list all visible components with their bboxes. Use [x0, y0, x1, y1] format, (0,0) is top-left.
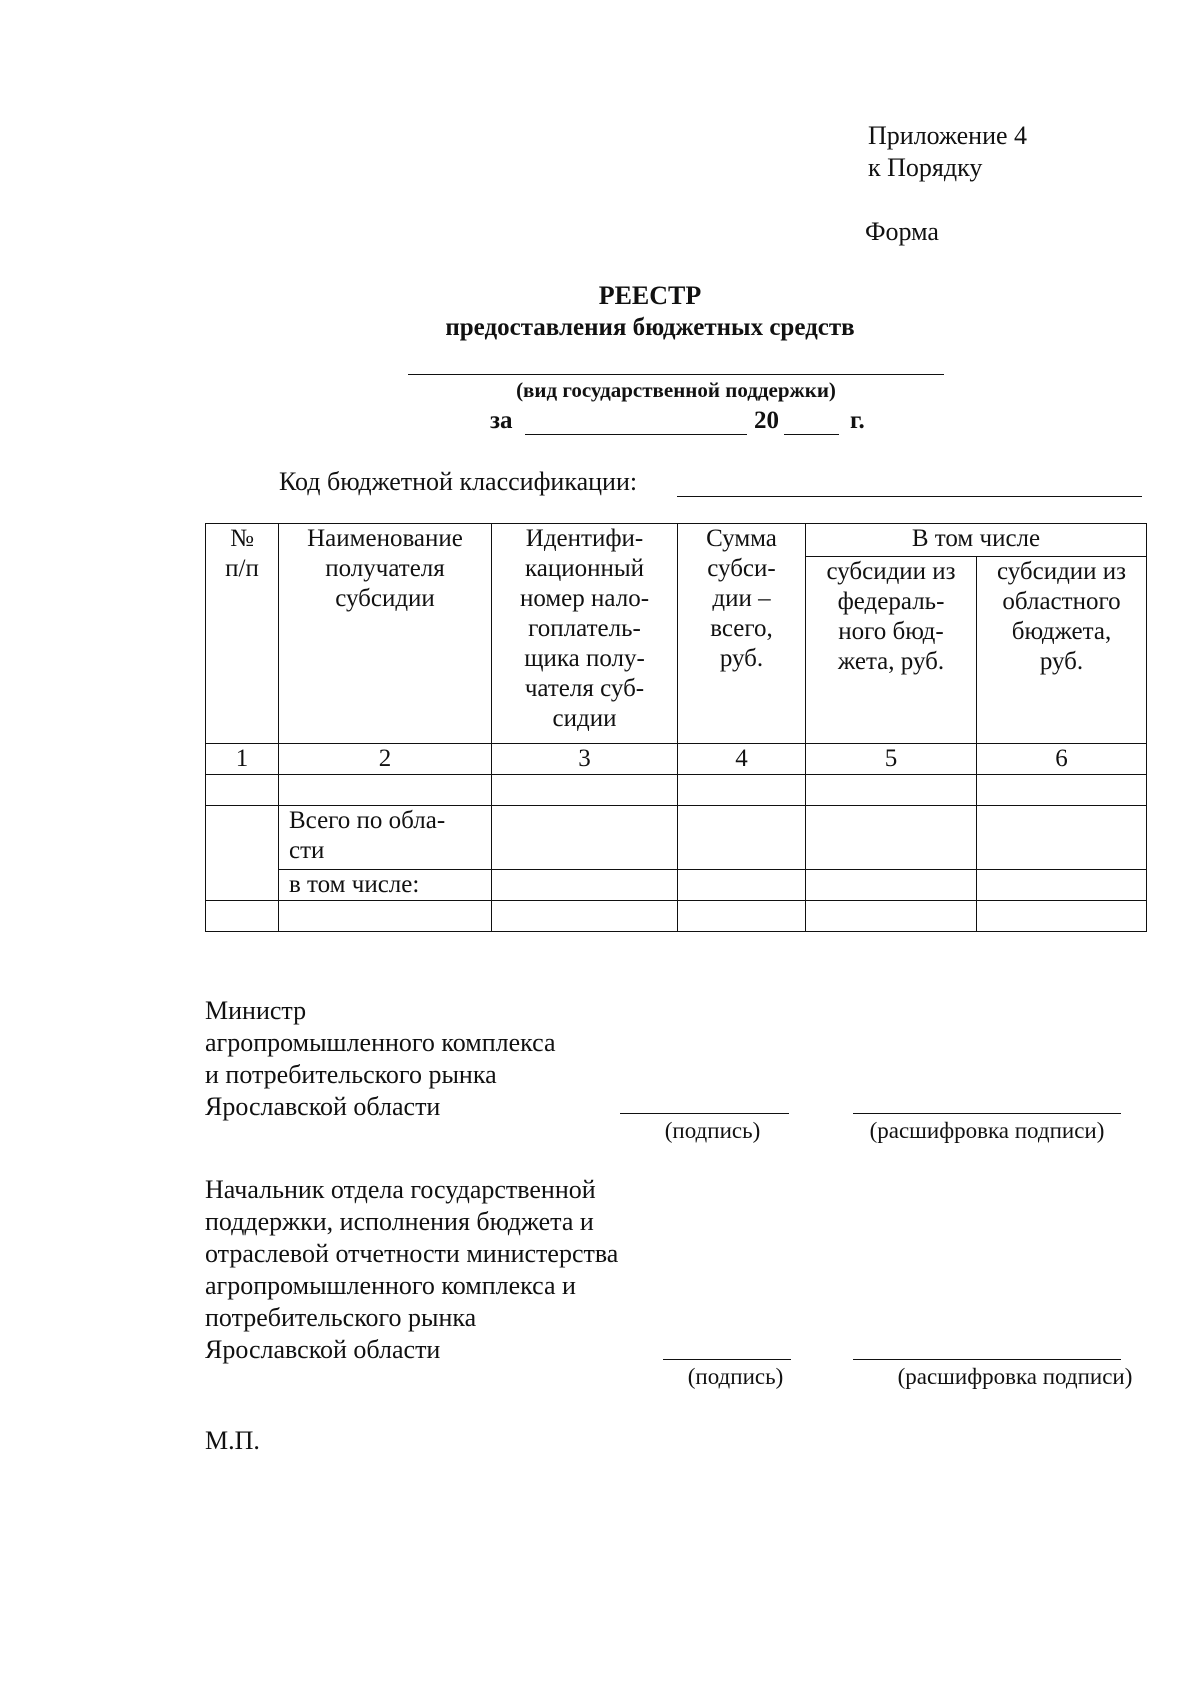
period-prefix: за [490, 407, 513, 434]
table-cell [678, 806, 806, 870]
table-row-including [206, 870, 1147, 901]
col-header-name: Наименование получателя субсидии [279, 524, 492, 744]
period-year: 20 [754, 407, 779, 434]
period-year-line [784, 434, 839, 435]
column-number: 2 [279, 744, 492, 775]
table-cell [678, 870, 806, 901]
column-number: 3 [492, 744, 678, 775]
stamp-label: М.П. [205, 1426, 260, 1455]
minister-signature-line [620, 1113, 789, 1114]
table-cell [806, 775, 977, 806]
table-cell [492, 775, 678, 806]
table-cell [977, 775, 1147, 806]
head-signature-line [663, 1359, 791, 1360]
col-header-including: В том числе [806, 524, 1147, 557]
table-cell [806, 901, 977, 932]
head-decoding-caption: (расшифровка подписи) [897, 1364, 1133, 1389]
table-cell [977, 806, 1147, 870]
to-order-label: к Порядку [868, 153, 983, 182]
minister-decoding-line [853, 1113, 1121, 1114]
column-number: 4 [678, 744, 806, 775]
registry-table [205, 523, 1147, 932]
table-cell [977, 870, 1147, 901]
column-number: 5 [806, 744, 977, 775]
column-number: 1 [206, 744, 279, 775]
table-cell [678, 775, 806, 806]
document-title: РЕЕСТР [598, 281, 702, 310]
total-region-label: Всего по обла- сти [279, 806, 492, 870]
form-label: Форма [865, 217, 939, 246]
table-row-total-region [206, 806, 1147, 870]
table-cell [492, 806, 678, 870]
table-cell [206, 806, 279, 901]
head-title: Начальник отдела государственной поддержки, исполнения бюджета и отраслевой отчетности министерства агропромышленного комплекса и потребительского рынка Ярославской области [205, 1175, 619, 1364]
support-type-caption: (вид государственной поддержки) [516, 378, 836, 402]
column-number: 6 [977, 744, 1147, 775]
head-signature-caption: (подпись) [687, 1364, 784, 1389]
table-cell [806, 870, 977, 901]
budget-code-label: Код бюджетной классификации: [279, 467, 638, 496]
support-type-line [408, 374, 944, 375]
table-header-row [206, 524, 1147, 557]
minister-decoding-caption: (расшифровка подписи) [869, 1118, 1105, 1143]
table-cell [806, 806, 977, 870]
budget-code-line [677, 496, 1142, 497]
table-cell [206, 901, 279, 932]
table-cell [492, 901, 678, 932]
col-header-total: Сумма субси- дии – всего, руб. [678, 524, 806, 744]
table-cell [279, 901, 492, 932]
col-header-num: № п/п [206, 524, 279, 744]
table-cell [977, 901, 1147, 932]
table-row [206, 775, 1147, 806]
head-decoding-line [853, 1359, 1121, 1360]
period-suffix: г. [850, 407, 865, 434]
including-label: в том числе: [279, 870, 492, 901]
period-month-line [525, 434, 747, 435]
col-header-regional: субсидии из областного бюджета, руб. [977, 557, 1147, 744]
table-cell [678, 901, 806, 932]
col-header-federal: субсидии из федераль- ного бюд- жета, руб. [806, 557, 977, 744]
minister-title: Министр агропромышленного комплекса и потребительского рынка Ярославской области [205, 996, 556, 1121]
table-row [206, 901, 1147, 932]
column-numbers-row [206, 744, 1147, 775]
col-header-inn: Идентифи- кационный номер нало- гоплатель- щика полу- чателя суб- сидии [492, 524, 678, 744]
table-cell [279, 775, 492, 806]
table-cell [206, 775, 279, 806]
minister-signature-caption: (подпись) [664, 1118, 761, 1143]
document-subtitle: предоставления бюджетных средств [445, 314, 855, 341]
table-cell [492, 870, 678, 901]
appendix-label: Приложение 4 [868, 121, 1028, 150]
